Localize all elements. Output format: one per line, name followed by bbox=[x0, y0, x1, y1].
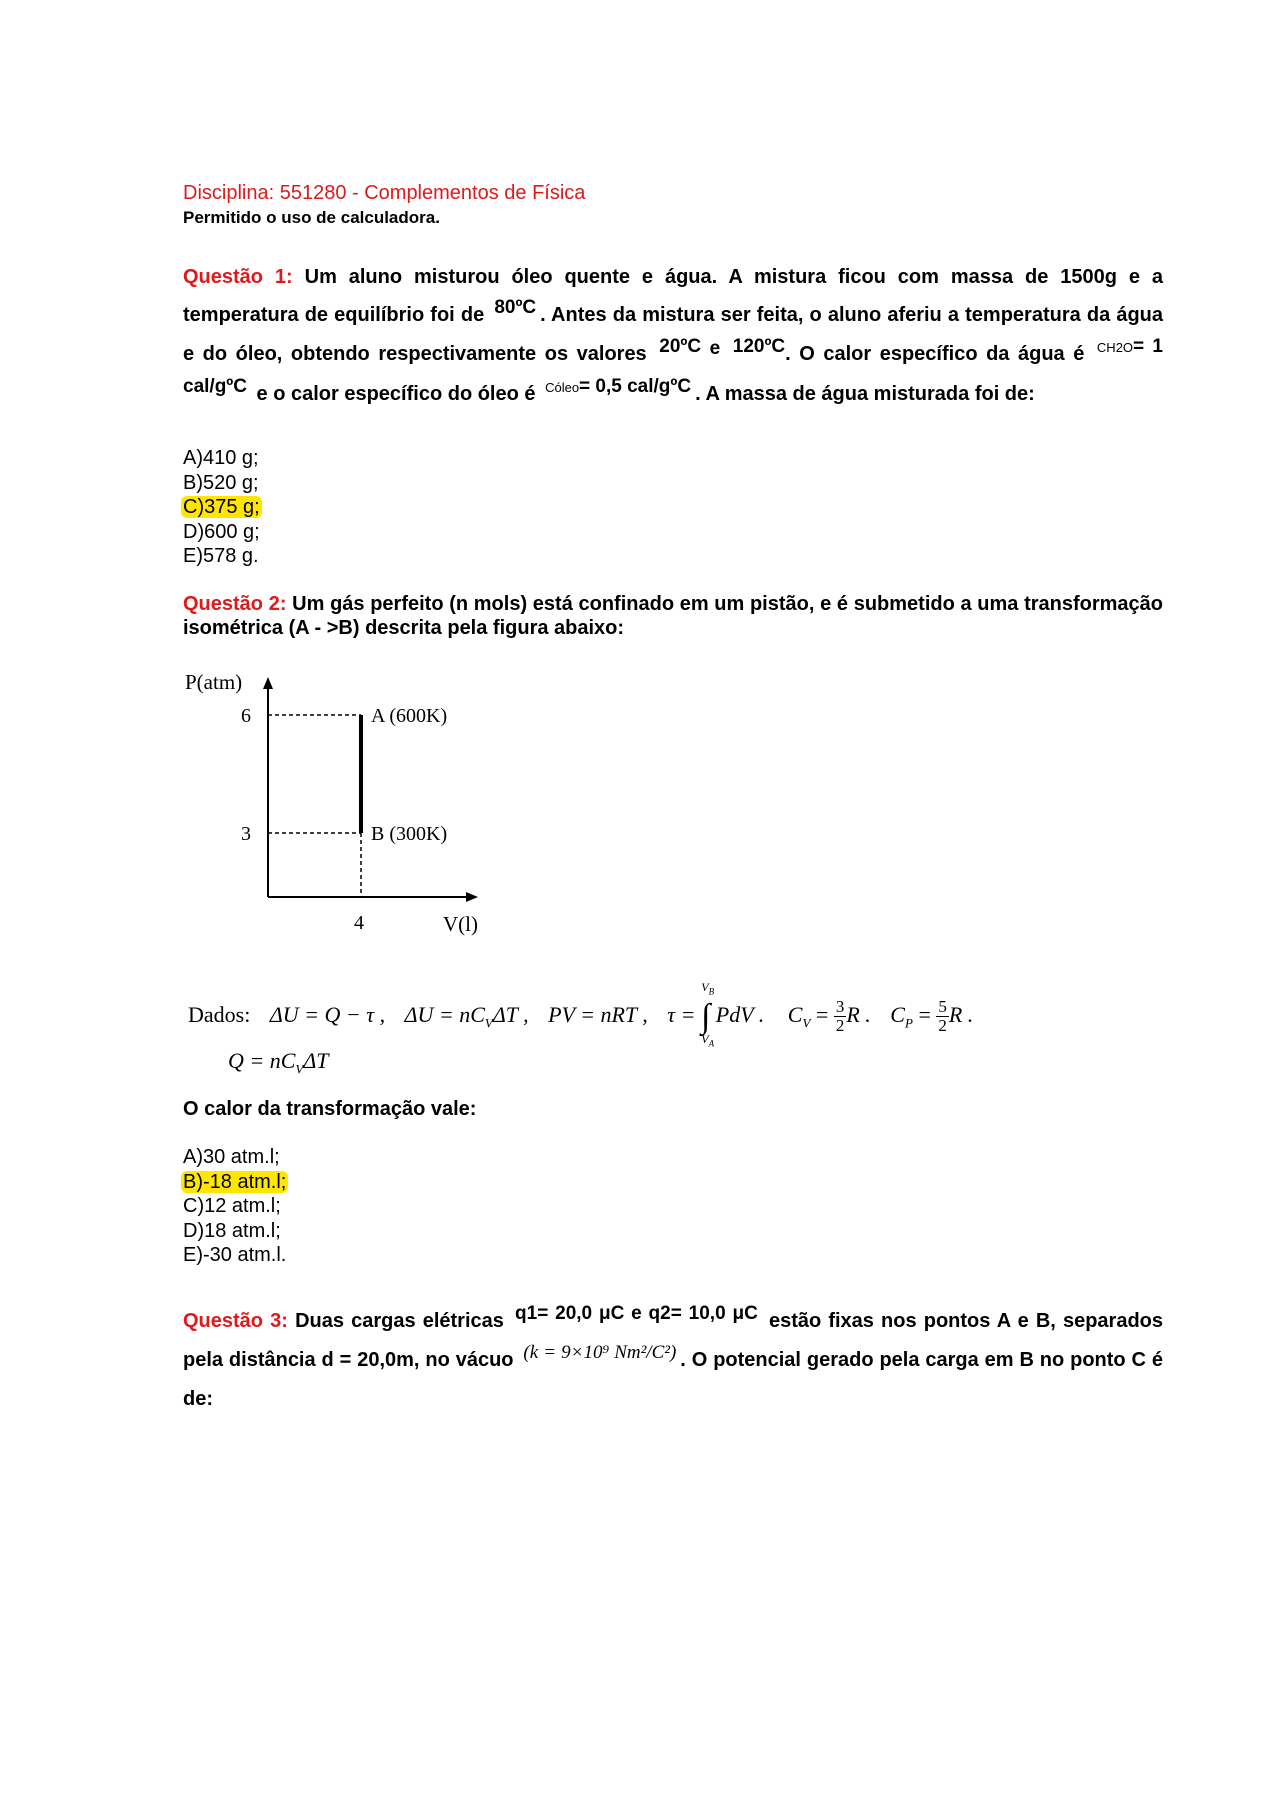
question-1-text-a: Um aluno misturou óleo quente e água. A mistura ficou com massa de 1500g e a temperatura de equilíbrio foi de bbox=[183, 266, 1164, 326]
question-1-options bbox=[183, 446, 262, 569]
c-oil-symbol: Cóleo bbox=[545, 380, 580, 395]
x-axis-label: V(l) bbox=[443, 912, 478, 936]
formula-du-ncv: $\Delta U = nC_V\Delta T$ , bbox=[404, 1002, 529, 1031]
option-label: B)520 g; bbox=[183, 471, 259, 494]
question-3-text-b: estão fixas nos pontos A e B, separados pela distância d = 20,0m, no vácuo bbox=[183, 1310, 1163, 1371]
option-label: A)30 atm.l; bbox=[183, 1146, 280, 1168]
option-label-highlighted: B)-18 atm.l; bbox=[183, 1170, 287, 1193]
question-2-options bbox=[183, 1145, 288, 1268]
subject-title: Disciplina: 551280 - Complementos de Física bbox=[183, 182, 586, 204]
formula-cp: $C_P$ = $\frac{5}{2}$ R . bbox=[890, 997, 974, 1036]
question-1-option-e[interactable] bbox=[183, 544, 262, 569]
option-label: A)410 g; bbox=[183, 447, 259, 469]
integral-sign: ∫ bbox=[700, 998, 711, 1035]
question-3-label: Questão 3: bbox=[183, 1310, 288, 1332]
y-tick-3: 3 bbox=[241, 823, 251, 845]
coulomb-constant: (k = 9×10⁹ Nm²/C²) bbox=[523, 1342, 677, 1363]
temp-equilibrium: 80ºC bbox=[494, 297, 537, 318]
question-2-prompt: O calor da transformação vale: bbox=[183, 1098, 477, 1120]
question-1-option-c[interactable] bbox=[183, 495, 262, 520]
c-oil bbox=[545, 376, 691, 397]
question-2-option-b[interactable] bbox=[183, 1170, 288, 1195]
point-a-label: A (600K) bbox=[371, 705, 448, 727]
c-water-symbol: CH2O bbox=[1096, 340, 1134, 355]
temp-water: 20ºC bbox=[659, 336, 702, 357]
formula-line-1 bbox=[188, 980, 974, 1049]
formula-cv: $C_V$ = $\frac{3}{2}$ R . bbox=[787, 997, 871, 1036]
temp-oil: 120ºC bbox=[732, 336, 786, 357]
y-axis-arrow bbox=[263, 677, 273, 689]
question-3-text-c: . O potencial gerado pela carga em B no ponto C é de: bbox=[183, 1349, 1164, 1410]
c-water-value: = 1 cal/gºC bbox=[183, 336, 1163, 397]
question-1-text-c: e bbox=[709, 338, 721, 359]
question-3 bbox=[183, 1302, 1163, 1418]
option-label: E)-30 atm.l. bbox=[183, 1244, 287, 1266]
integral-upper: $V_B$ bbox=[701, 980, 715, 997]
integral-lower: $V_A$ bbox=[701, 1032, 715, 1049]
formula-work: τ = $V_B$ ∫ $V_A$ PdV . bbox=[667, 980, 765, 1049]
x-tick-4: 4 bbox=[354, 912, 364, 934]
question-1-text-b: . Antes da mistura ser feita, o aluno aferiu a temperatura da água e do óleo, obtendo respectivamente os valores bbox=[183, 304, 1164, 365]
calculator-note: Permitido o uso de calculadora. bbox=[183, 208, 440, 227]
option-label: D)600 g; bbox=[183, 520, 260, 543]
question-2-option-d[interactable] bbox=[183, 1219, 288, 1244]
option-label: D)18 atm.l; bbox=[183, 1219, 281, 1242]
question-1-option-b[interactable] bbox=[183, 471, 262, 496]
point-b-label: B (300K) bbox=[371, 823, 448, 845]
question-1-text-d: . O calor específico da água é bbox=[785, 343, 1085, 365]
question-2-option-e[interactable] bbox=[183, 1243, 288, 1268]
c-oil-value: = 0,5 cal/gºC bbox=[579, 376, 692, 397]
formula-du-q: ΔU = Q − τ , bbox=[269, 1002, 386, 1027]
question-2-option-a[interactable] bbox=[183, 1145, 288, 1170]
formula-pv: PV = nRT , bbox=[548, 1002, 648, 1027]
data-label: Dados: bbox=[188, 1002, 251, 1027]
question-1-text-e: e o calor específico do óleo é bbox=[256, 383, 536, 405]
option-label: E)578 g. bbox=[183, 545, 259, 567]
option-label-highlighted: C)375 g; bbox=[183, 496, 260, 518]
charges: q1= 20,0 μC e q2= 10,0 μC bbox=[515, 1303, 758, 1324]
question-2 bbox=[183, 592, 1163, 640]
y-tick-6: 6 bbox=[241, 705, 251, 727]
y-axis-label: P(atm) bbox=[185, 670, 243, 694]
question-2-label: Questão 2: bbox=[183, 593, 287, 615]
question-1-option-d[interactable] bbox=[183, 520, 262, 545]
pv-diagram bbox=[183, 665, 503, 950]
formula-block bbox=[188, 975, 1128, 1085]
x-axis-arrow bbox=[466, 892, 478, 902]
question-2-option-c[interactable] bbox=[183, 1194, 288, 1219]
question-1-option-a[interactable] bbox=[183, 446, 262, 471]
question-2-text: Um gás perfeito (n mols) está confinado em um pistão, e é submetido a uma transformação isométrica (A - >B) descrita pela figura abaixo: bbox=[183, 593, 1164, 639]
question-1-text-f: . A massa de água misturada foi de: bbox=[695, 383, 1035, 405]
question-1 bbox=[183, 258, 1163, 415]
formula-q: $Q = nC_V\Delta T$ bbox=[228, 1048, 329, 1077]
question-1-label: Questão 1: bbox=[183, 266, 293, 288]
question-3-text-a: Duas cargas elétricas bbox=[295, 1310, 504, 1332]
option-label: C)12 atm.l; bbox=[183, 1195, 281, 1217]
